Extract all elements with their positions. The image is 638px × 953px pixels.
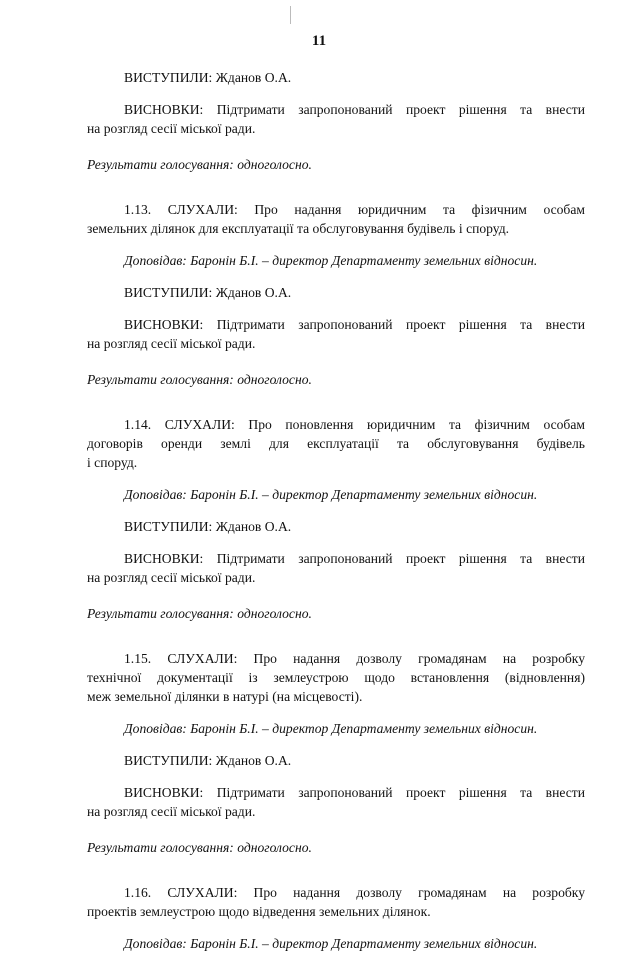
agenda-item-heard [87, 883, 585, 921]
text-line: на розгляд сесії міської ради. [87, 804, 256, 819]
text-line: Доповідав: Баронін Б.І. – директор Департаменту земельних відносин. [124, 721, 538, 736]
voting-results [87, 604, 585, 623]
text-line: Результати голосування: одноголосно. [87, 606, 312, 621]
text-line: ВИСТУПИЛИ: Жданов О.А. [124, 70, 292, 85]
voting-results [87, 155, 585, 174]
conclusions-paragraph [87, 783, 585, 821]
text-line: ВИСТУПИЛИ: Жданов О.А. [124, 753, 292, 768]
text-line: Результати голосування: одноголосно. [87, 372, 312, 387]
speakers-paragraph [87, 68, 585, 87]
reporter-line [87, 485, 585, 504]
text-line: 1.14. СЛУХАЛИ: Про поновлення юридичним та фізичним особам [124, 417, 585, 432]
text-line: земельних ділянок для експлуатації та обслуговування будівель і споруд. [87, 221, 510, 236]
speakers-paragraph [87, 283, 585, 302]
text-line: Доповідав: Баронін Б.І. – директор Департаменту земельних відносин. [124, 253, 538, 268]
voting-results [87, 370, 585, 389]
scan-mark [290, 6, 291, 24]
agenda-item-heard [87, 415, 585, 472]
text-line: 1.13. СЛУХАЛИ: Про надання юридичним та фізичним особам [124, 202, 585, 217]
text-line: 1.15. СЛУХАЛИ: Про надання дозволу громадянам на розробку [124, 651, 585, 666]
voting-results [87, 838, 585, 857]
text-line: і споруд. [87, 455, 138, 470]
text-line: на розгляд сесії міської ради. [87, 121, 256, 136]
conclusions-paragraph [87, 100, 585, 138]
text-line: ВИСНОВКИ: Підтримати запропонований проект рішення та внести [124, 785, 585, 800]
text-line: ВИСНОВКИ: Підтримати запропонований проект рішення та внести [124, 317, 585, 332]
conclusions-paragraph [87, 315, 585, 353]
text-line: на розгляд сесії міської ради. [87, 336, 256, 351]
reporter-line [87, 934, 585, 953]
reporter-line [87, 251, 585, 270]
text-line: Доповідав: Баронін Б.І. – директор Департаменту земельних відносин. [124, 487, 538, 502]
text-line: ВИСНОВКИ: Підтримати запропонований проект рішення та внести [124, 102, 585, 117]
text-line: на розгляд сесії міської ради. [87, 570, 256, 585]
minutes-body [87, 68, 585, 953]
text-line: ВИСНОВКИ: Підтримати запропонований проект рішення та внести [124, 551, 585, 566]
speakers-paragraph [87, 517, 585, 536]
text-line: Результати голосування: одноголосно. [87, 157, 312, 172]
text-line: 1.16. СЛУХАЛИ: Про надання дозволу громадянам на розробку [124, 885, 585, 900]
text-line: ВИСТУПИЛИ: Жданов О.А. [124, 285, 292, 300]
text-line: договорів оренди землі для експлуатації та обслуговування будівель [87, 436, 585, 451]
page-number: 11 [311, 33, 327, 49]
text-line: Результати голосування: одноголосно. [87, 840, 312, 855]
agenda-item-heard [87, 649, 585, 706]
text-line: Доповідав: Баронін Б.І. – директор Департаменту земельних відносин. [124, 936, 538, 951]
text-line: технічної документації із землеустрою щодо встановлення (відновлення) [87, 670, 585, 685]
speakers-paragraph [87, 751, 585, 770]
agenda-item-heard [87, 200, 585, 238]
conclusions-paragraph [87, 549, 585, 587]
text-line: проектів землеустрою щодо відведення земельних ділянок. [87, 904, 431, 919]
text-line: меж земельної ділянки в натурі (на місцевості). [87, 689, 363, 704]
text-line: ВИСТУПИЛИ: Жданов О.А. [124, 519, 292, 534]
reporter-line [87, 719, 585, 738]
